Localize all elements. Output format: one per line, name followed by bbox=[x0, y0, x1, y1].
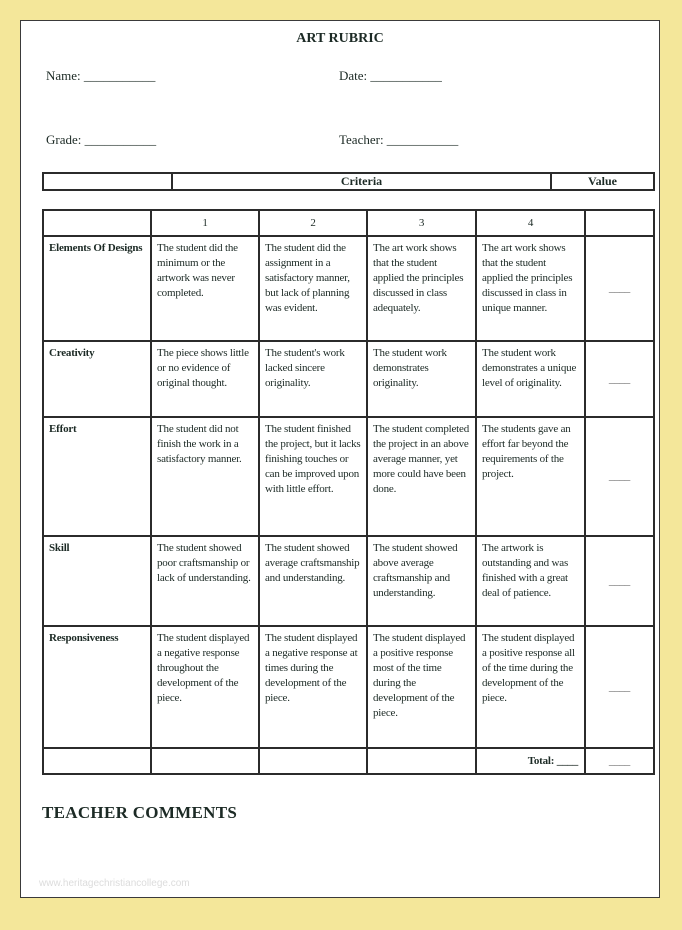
total-blank-cell bbox=[43, 748, 151, 774]
header-blank-cell bbox=[43, 173, 172, 190]
descriptor-cell: The student did the assignment in a satisfactory manner, but lack of planning was evident. bbox=[259, 236, 367, 341]
score-header-1: 1 bbox=[151, 210, 259, 236]
score-header-2: 2 bbox=[259, 210, 367, 236]
rubric-table bbox=[42, 209, 655, 775]
descriptor-cell: The student did the minimum or the artwork was never completed. bbox=[151, 236, 259, 341]
descriptor-cell: The student showed above average craftsmanship and understanding. bbox=[367, 536, 476, 626]
header-value-cell: Value bbox=[551, 173, 654, 190]
table-row bbox=[43, 236, 654, 341]
descriptor-cell: The student did not finish the work in a satisfactory manner. bbox=[151, 417, 259, 536]
descriptor-cell: The art work shows that the student applied the principles discussed in class in unique manner. bbox=[476, 236, 585, 341]
criterion-cell: Elements Of Designs bbox=[43, 236, 151, 341]
descriptor-cell: The student displayed a negative response at times during the development of the piece. bbox=[259, 626, 367, 748]
total-blank-cell bbox=[259, 748, 367, 774]
header-criteria-cell: Criteria bbox=[172, 173, 551, 190]
criteria-header-table bbox=[42, 172, 655, 191]
descriptor-cell: The student showed poor craftsmanship or lack of understanding. bbox=[151, 536, 259, 626]
descriptor-cell: The student's work lacked sincere originality. bbox=[259, 341, 367, 417]
table-row bbox=[43, 626, 654, 748]
name-field: Name: ___________ bbox=[46, 68, 156, 83]
descriptor-cell: The student work demonstrates originality. bbox=[367, 341, 476, 417]
teacher-field: Teacher: ___________ bbox=[339, 132, 459, 147]
value-blank: ____ bbox=[585, 417, 654, 536]
value-blank: ____ bbox=[585, 626, 654, 748]
table-row bbox=[43, 417, 654, 536]
grade-field: Grade: ___________ bbox=[46, 132, 157, 147]
descriptor-cell: The artwork is outstanding and was finished with a great deal of patience. bbox=[476, 536, 585, 626]
criterion-cell: Responsiveness bbox=[43, 626, 151, 748]
score-header-value-blank bbox=[585, 210, 654, 236]
descriptor-cell: The student finished the project, but it lacks finishing touches or can be improved upon with little effort. bbox=[259, 417, 367, 536]
teacher-comments-heading: TEACHER COMMENTS bbox=[42, 803, 238, 822]
total-blank-cell bbox=[151, 748, 259, 774]
descriptor-cell: The student work demonstrates a unique level of originality. bbox=[476, 341, 585, 417]
score-header-4: 4 bbox=[476, 210, 585, 236]
descriptor-cell: The student displayed a positive response most of the time during the development of the piece. bbox=[367, 626, 476, 748]
score-header-3: 3 bbox=[367, 210, 476, 236]
criterion-cell: Effort bbox=[43, 417, 151, 536]
descriptor-cell: The student displayed a negative response throughout the development of the piece. bbox=[151, 626, 259, 748]
date-field: Date: ___________ bbox=[339, 68, 442, 83]
table-row bbox=[43, 341, 654, 417]
page-title: ART RUBRIC bbox=[296, 31, 384, 46]
total-row bbox=[43, 748, 654, 774]
rubric-sheet bbox=[20, 20, 660, 898]
criterion-cell: Creativity bbox=[43, 341, 151, 417]
watermark: www.heritagechristiancollege.com bbox=[39, 878, 190, 889]
descriptor-cell: The students gave an effort far beyond the requirements of the project. bbox=[476, 417, 585, 536]
descriptor-cell: The art work shows that the student applied the principles discussed in class adequately. bbox=[367, 236, 476, 341]
total-value-blank: ____ bbox=[585, 748, 654, 774]
value-blank: ____ bbox=[585, 341, 654, 417]
total-blank-cell bbox=[367, 748, 476, 774]
descriptor-cell: The student showed average craftsmanship and understanding. bbox=[259, 536, 367, 626]
descriptor-cell: The piece shows little or no evidence of original thought. bbox=[151, 341, 259, 417]
score-header-blank bbox=[43, 210, 151, 236]
value-blank: ____ bbox=[585, 536, 654, 626]
score-header-row bbox=[43, 210, 654, 236]
total-label: Total: ____ bbox=[476, 748, 585, 774]
descriptor-cell: The student completed the project in an above average manner, yet more could have been done. bbox=[367, 417, 476, 536]
value-blank: ____ bbox=[585, 236, 654, 341]
descriptor-cell: The student displayed a positive response all of the time during the development of the piece. bbox=[476, 626, 585, 748]
table-row bbox=[43, 536, 654, 626]
criterion-cell: Skill bbox=[43, 536, 151, 626]
